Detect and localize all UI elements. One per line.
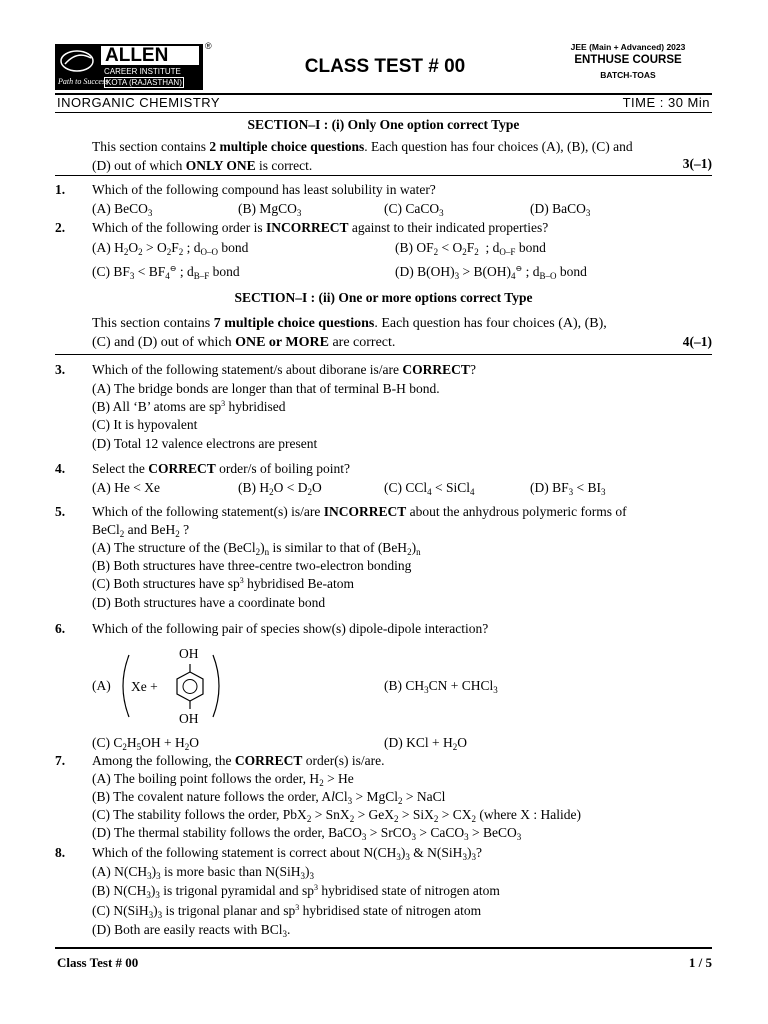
option-a: (A) The boiling point follows the order, $H_2 > He$ <box>92 771 354 788</box>
section-title: SECTION–I : (ii) One or more options correct Type <box>234 290 533 305</box>
option-b: (B) $N(CH_3)_3$ is trigonal pyramidal and $sp^3$ hybridised state of nitrogen atom <box>92 883 500 900</box>
option-d: (D) The thermal stability follows the order, BaCO$_3$ > SrCO$_3$ > CaCO$_3$ > BeCO$_3$ <box>92 825 522 842</box>
question-number: 2. <box>55 220 66 235</box>
option-a: (A) <box>92 678 111 693</box>
section-instructions: This section contains 7 multiple choice questions. Each question has four choices (A), (B), (C) and (D) out of which ONE or MORE are correct. <box>92 316 607 350</box>
question-text: Which of the following statement/s about diborane is/are CORRECT? <box>92 362 476 377</box>
question-number: 7. <box>55 753 66 768</box>
option-a: (A) The bridge bonds are longer than that of terminal B-H bond. <box>92 381 440 396</box>
option-c: (C) Both structures have $sp^3$ hybridised Be-atom <box>92 576 354 591</box>
exam-label: JEE (Main + Advanced) 2023 <box>570 42 686 52</box>
option-c: (C) $N(SiH_3)_3$ is trigonal planar and $sp^3$ hybridised state of nitrogen atom <box>92 903 482 920</box>
xe-hydroquinone-structure <box>115 645 235 727</box>
logo-tagline: Path to Success <box>58 77 109 86</box>
question-number: 8. <box>55 845 66 860</box>
section-instructions: This section contains 2 multiple choice questions. Each question has four choices (A), (B), (C) and (D) out of which ONLY ONE is correct. <box>92 139 633 173</box>
header-rule-bottom <box>55 112 712 113</box>
question-text: Among the following, the CORRECT order(s) is/are. <box>92 753 385 768</box>
option-d: (D) $B(OH)_3 > B(OH)_4^⊖$ ; $d_{B-O}$ bond <box>395 264 587 281</box>
option-a: (A) $N(CH_3)_3$ is more basic than $N(SiH_3)_3$ <box>92 864 314 881</box>
question-text: Which of the following pair of species show(s) dipole-dipole interaction? <box>92 621 489 636</box>
registered-mark: ® <box>205 41 212 51</box>
question-number: 6. <box>55 621 66 636</box>
question-number: 4. <box>55 461 66 476</box>
option-b: (B) All ‘B’ atoms are $sp^3$ hybridised <box>92 399 286 414</box>
footer-title: Class Test # 00 <box>57 955 139 970</box>
time-label: TIME : 30 Min <box>622 95 710 110</box>
option-b: (B) Both structures have three-centre two-electron bonding <box>92 558 412 573</box>
logo-subtitle: CAREER INSTITUTE <box>104 67 181 76</box>
option-a: (A) He < Xe <box>92 480 160 495</box>
option-a: (A) $H_2O_2 > O_2F_2$ ; $d_{O-O}$ bond <box>92 240 249 257</box>
option-c: (C) It is hypovalent <box>92 417 198 432</box>
option-d: (D) $BF_3 < BI_3$ <box>530 480 606 497</box>
option-c: (C) CaCO$_3$ <box>384 201 444 218</box>
page-title: CLASS TEST # 00 <box>304 56 466 77</box>
question-text: Which of the following order is INCORRECT against to their indicated properties? <box>92 220 549 235</box>
option-c: (C) $BF_3 < BF_4^⊖$ ; $d_{B-F}$ bond <box>92 264 240 281</box>
question-text: Select the CORRECT order/s of boiling point? <box>92 461 350 476</box>
option-b: (B) $CH_3CN$ + CHCl$_3$ <box>384 678 498 695</box>
batch-label: BATCH-TOAS <box>600 70 656 80</box>
question-number: 3. <box>55 362 66 377</box>
option-a: (A) BeCO$_3$ <box>92 201 153 218</box>
option-d: (D) BaCO$_3$ <box>530 201 591 218</box>
option-b: (B) The covalent nature follows the order, AlCl$_3$ > MgCl$_2$ > NaCl <box>92 789 446 806</box>
allen-logo <box>55 41 212 90</box>
oh-label-top: OH <box>179 646 199 661</box>
course-label: ENTHUSE COURSE <box>574 54 682 66</box>
option-b: (B) MgCO$_3$ <box>238 201 302 218</box>
oh-label-bottom: OH <box>179 711 199 726</box>
option-a: (A) The structure of the $(BeCl_2)_n$ is similar to that of $(BeH_2)_n$ <box>92 540 421 557</box>
option-d: (D) Total 12 valence electrons are present <box>92 436 318 451</box>
option-d: (D) Both structures have a coordinate bond <box>92 595 326 610</box>
section-rule <box>55 175 712 176</box>
question-text: Which of the following statement(s) is/are INCORRECT about the anhydrous polymeric forms of <box>92 504 627 519</box>
section-rule <box>55 354 712 355</box>
question-text: Which of the following compound has least solubility in water? <box>92 182 436 197</box>
option-b: (B) $H_2O < D_2O$ <box>238 480 322 497</box>
section-title: SECTION–I : (i) Only One option correct Type <box>247 117 520 132</box>
question-number: 5. <box>55 504 66 519</box>
question-number: 1. <box>55 182 66 197</box>
section-marks: 4(–1) <box>682 334 712 349</box>
logo-location: KOTA (RAJASTHAN) <box>106 78 182 87</box>
question-text-cont: BeCl$_2$ and BeH$_2$ ? <box>92 522 190 539</box>
xe-label: Xe + <box>131 679 158 694</box>
option-c: (C) CCl$_4$ < SiCl$_4$ <box>384 480 475 497</box>
page-number: 1 / 5 <box>688 955 712 970</box>
section-marks: 3(–1) <box>682 156 712 171</box>
option-c: (C) The stability follows the order, $PbX_2 > SnX_2 > GeX_2 > SiX_2 > CX_2$ (where X : Halide) <box>92 807 582 824</box>
footer-rule <box>55 947 712 949</box>
option-d: (D) Both are easily reacts with BCl$_3$. <box>92 922 291 939</box>
option-c: (C) $C_2H_5OH + H_2O$ <box>92 735 199 752</box>
option-b: (B) $OF_2 < O_2F_2$ ; $d_{O-F}$ bond <box>395 240 546 257</box>
logo-brand: ALLEN <box>105 45 169 66</box>
subject-label: INORGANIC CHEMISTRY <box>57 95 221 110</box>
question-text: Which of the following statement is correct about $N(CH_3)_3$ & $N(SiH_3)_3$? <box>92 845 482 862</box>
option-d: (D) KCl + $H_2O$ <box>384 735 467 752</box>
